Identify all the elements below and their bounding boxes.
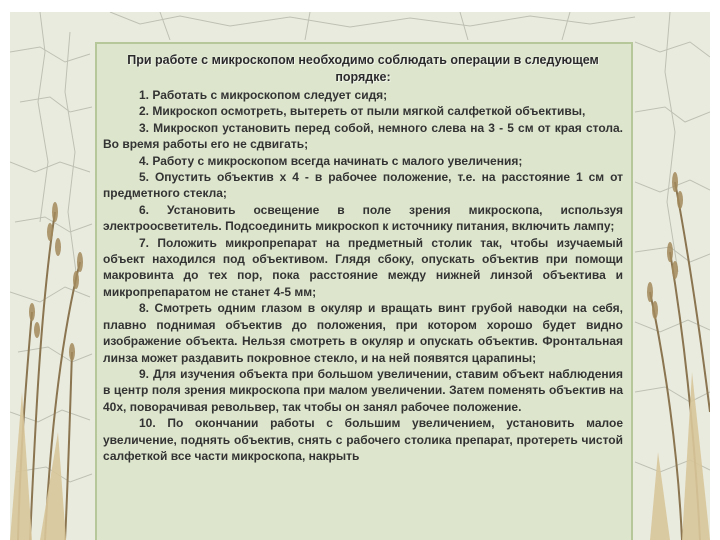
instruction-item: 7. Положить микропрепарат на предметный столик так, чтобы изучаемый объект находился под объективом. Глядя сбоку, опускать объектив при помощи макровинта до тех пор, пока расстояние между нижней линзой объектива и микропрепаратом не станет 4-5 мм; — [103, 235, 623, 299]
instruction-item: 6. Установить освещение в поле зрения микроскопа, используя электроосветитель. Подсоединить микроскоп к источнику питания, включить лампу; — [103, 202, 623, 234]
instruction-item: 2. Микроскоп осмотреть, вытереть от пыли мягкой салфеткой объективы, — [139, 104, 586, 119]
instruction-item: 4. Работу с микроскопом всегда начинать с малого увеличения; — [139, 153, 523, 168]
instruction-item: 5. Опустить объектив х 4 - в рабочее положение, т.е. на расстояние 1 см от предметного стекла; — [103, 170, 623, 201]
instruction-item: 1. Работать с микроскопом следует сидя; — [139, 88, 388, 102]
instruction-panel — [95, 42, 633, 540]
instruction-item: 10. По окончании работы с большим увеличением, установить малое увеличение, поднять объектив, снять с рабочего столика препарат, протереть чистой салфеткой все части микроскопа, накрыть — [103, 416, 623, 463]
instruction-item: 9. Для изучения объекта при большом увеличении, ставим объект наблюдения в центр поля зрения микроскопа при малом увеличении. Затем поменять объектив на 40х, поворачивая револьвер, так чтобы он занял рабочее положение. — [103, 366, 623, 414]
instruction-item: 3. Микроскоп установить перед собой, немного слева на 3 - 5 см от края стола. Во время работы его не сдвигать; — [103, 120, 623, 152]
instruction-item: 8. Смотреть одним глазом в окуляр и вращать винт грубой наводки на себя, плавно поднимая объектив до положения, при котором хорошо будет видно изображение объекта. Нельзя смотреть в окуляр и опускать объектив. Фронтальная линза может раздавить покровное стекло, и на ней появятся царапины; — [103, 301, 623, 365]
page-title: При работе с микроскопом необходимо соблюдать операции в следующем порядке: — [127, 53, 599, 84]
background-decoration — [10, 12, 710, 540]
